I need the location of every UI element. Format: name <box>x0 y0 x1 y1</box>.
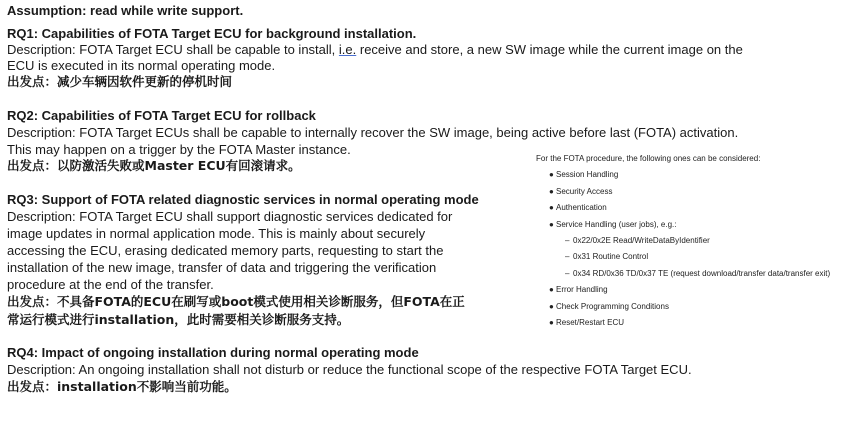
rq4-description: Description: An ongoing installation shall not disturb or reduce the functional scope of the respective FOTA Target ECU. <box>7 362 692 377</box>
bullet-icon: ● <box>549 203 554 213</box>
rq3-title: RQ3: Support of FOTA related diagnostic services in normal operating mode <box>7 192 479 207</box>
list-item-service-handling: ● Service Handling (user jobs), e.g.: <box>536 217 861 233</box>
rq2-title: RQ2: Capabilities of FOTA Target ECU for rollback <box>7 108 316 123</box>
rq4-title: RQ4: Impact of ongoing installation during normal operating mode <box>7 345 419 360</box>
rq2-start-point: 出发点：以防激活失败或Master ECU有回滚请求。 <box>7 158 301 173</box>
fota-procedure-list <box>536 151 861 331</box>
dash-icon: – <box>565 268 570 278</box>
bullet-icon: ● <box>549 301 554 311</box>
rq3-description-line-2: image updates in normal application mode. This is mainly about securely <box>7 226 426 241</box>
list-item-authentication: ● Authentication <box>536 200 861 216</box>
bullet-icon: ● <box>549 285 554 295</box>
rq3-description-line-1: Description: FOTA Target ECU shall support diagnostic services dedicated for <box>7 209 453 224</box>
rq1-description-line-2: ECU is executed in its normal operating mode. <box>7 58 276 73</box>
rq1-title: RQ1: Capabilities of FOTA Target ECU for background installation. <box>7 26 417 41</box>
rq4-start-point: 出发点：installation不影响当前功能。 <box>7 379 237 394</box>
rq3-start-point-line-1: 出发点：不具备FOTA的ECU在刷写或boot模式使用相关诊断服务，但FOTA在正 <box>7 294 465 309</box>
rq2-description-line-1: Description: FOTA Target ECUs shall be capable to internally recover the SW image, being active before last (FOTA) activation. <box>7 125 739 140</box>
assumption-heading: Assumption: read while write support. <box>7 3 244 18</box>
list-item-check-programming-conditions: ● Check Programming Conditions <box>536 299 861 315</box>
bullet-icon: ● <box>549 170 554 180</box>
rq1-description-line-1 <box>7 42 743 58</box>
rq3-description-line-4: installation of the new image, transfer of data and triggering the verification <box>7 260 437 275</box>
rq1-desc-part-b: receive and store, a new SW image while the current image on the <box>356 42 743 57</box>
rq3-start-point-line-2: 常运行模式进行installation，此时需要相关诊断服务支持。 <box>7 312 350 327</box>
list-subitem-read-write-did: – 0x22/0x2E Read/WriteDataByIdentifier <box>536 233 861 249</box>
list-item-reset-restart-ecu: ● Reset/Restart ECU <box>536 315 861 331</box>
list-item-security-access: ● Security Access <box>536 184 861 200</box>
bullet-icon: ● <box>549 219 554 229</box>
rq3-description-line-3: accessing the ECU, erasing dedicated memory parts, requesting to start the <box>7 243 444 258</box>
rq3-description-line-5: procedure at the end of the transfer. <box>7 277 214 292</box>
bullet-icon: ● <box>549 318 554 328</box>
rq1-desc-ie: i.e. <box>338 42 357 57</box>
fota-procedure-intro: For the FOTA procedure, the following ones can be considered: <box>536 154 761 163</box>
list-subitem-routine-control: – 0x31 Routine Control <box>536 249 861 265</box>
list-item-error-handling: ● Error Handling <box>536 282 861 298</box>
rq1-start-point: 出发点：减少车辆因软件更新的停机时间 <box>7 74 233 89</box>
dash-icon: – <box>565 236 570 246</box>
bullet-icon: ● <box>549 186 554 196</box>
dash-icon: – <box>565 252 570 262</box>
rq1-desc-part-a: Description: FOTA Target ECU shall be capable to install, <box>7 42 339 57</box>
list-subitem-request-download: – 0x34 RD/0x36 TD/0x37 TE (request download/transfer data/transfer exit) <box>536 266 861 282</box>
list-item-session-handling: ● Session Handling <box>536 167 861 183</box>
rq2-description-line-2: This may happen on a trigger by the FOTA Master instance. <box>7 142 351 157</box>
